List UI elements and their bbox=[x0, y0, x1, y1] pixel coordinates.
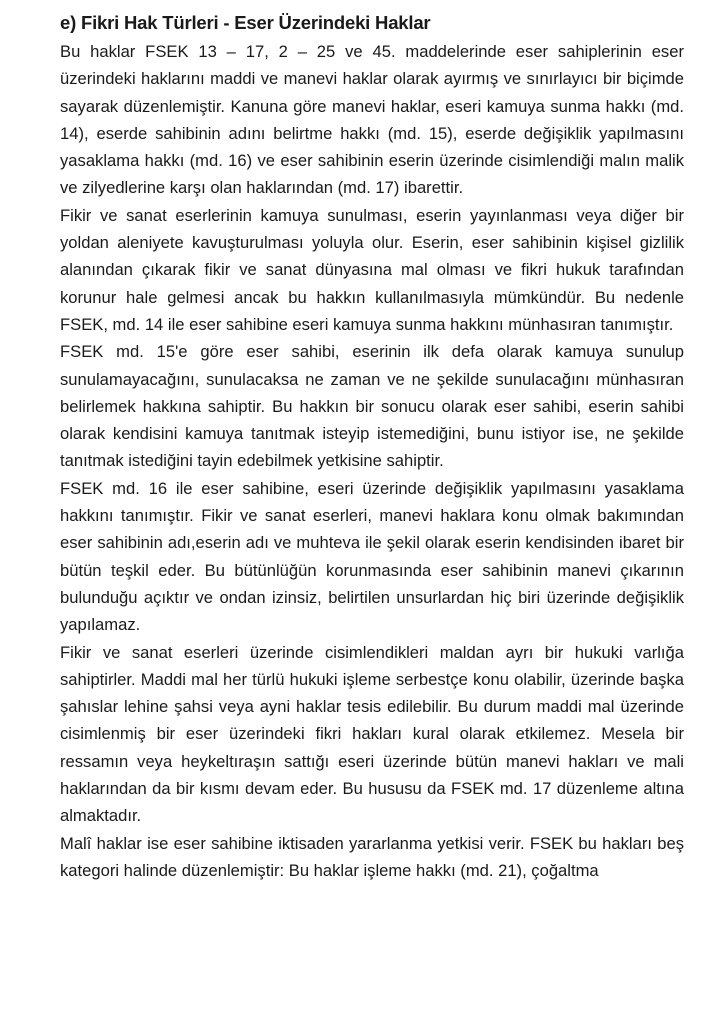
paragraph-eser-haklari: Bu haklar FSEK 13 – 17, 2 – 25 ve 45. maddelerinde eser sahiplerinin eser üzerindeki haklarını maddi ve manevi haklar olarak ayırmış ve sınırlayıcı bir biçimde sayarak düzenlemiştir. Kanuna göre manevi haklar, eseri kamuya sunma hakkı (md. 14), eserde sahibinin adını belirtme hakkı (md. 15), eserde değişiklik yapılmasını yasaklama hakkı (md. 16) ve eser sahibinin eserin üzerinde cisimlendiği malın malik ve zilyedlerine karşı olan haklarından (md. 17) ibarettir. bbox=[60, 42, 684, 198]
paragraph-kamuya-sunma: Fikir ve sanat eserlerinin kamuya sunulması, eserin yayınlanması veya diğer bir yoldan aleniyete kavuşturulması yoluyla olur. Eserin, eser sahibinin kişisel gizlilik alanından çıkarak fikir ve sanat dünyasına mal olması ve fikri hukuk tarafından korunur hale gelmesi ancak bu hakkın kullanılmasıyla mümkündür. Bu nedenle FSEK, md. 14 ile eser sahibine eseri kamuya sunma hakkını münhasıran tanımıştır. bbox=[60, 205, 684, 334]
section-heading: e) Fikri Hak Türleri - Eser Üzerindeki Haklar bbox=[60, 12, 431, 33]
paragraph-mali-haklar: Malî haklar ise eser sahibine iktisaden yararlanma yetkisi verir. FSEK bu hakları beş kategori halinde düzenlemiştir: Bu haklar işleme hakkı (md. 21), çoğaltma bbox=[60, 833, 684, 880]
paragraph-md-17: Fikir ve sanat eserleri üzerinde cisimlendikleri maldan ayrı bir hukuki varlığa sahiptirler. Maddi mal her türlü hukuki işleme serbestçe konu olabilir, üzerinde başka şahıslar lehine şahsi veya ayni haklar tesis edilebilir. Bu durum maddi mal üzerinde cisimlenmiş bir eser üzerindeki fikri hakları kural olarak etkilemez. Mesela bir ressamın veya heykeltıraşın sattığı eseri üzerinde bütün manevi hakları ve mali haklarından da bir kısmı devam eder. Bu hususu da FSEK md. 17 düzenleme altına almaktadır. bbox=[60, 642, 684, 826]
paragraph-md-16: FSEK md. 16 ile eser sahibine, eseri üzerinde değişiklik yapılmasını yasaklama hakkını tanımıştır. Fikir ve sanat eserleri, manevi haklara konu olmak bakımından eser sahibinin adı,eserin adı ve muhteva ile şekil olarak eserin kendisinden ibaret bir bütün teşkil eder. Bu bütünlüğün korunmasında eser sahibinin manevi çıkarının bulunduğu açıktır ve ondan izinsiz, belirtilen unsurlardan hiç biri üzerinde değişiklik yapılamaz. bbox=[60, 478, 684, 635]
paragraph-md-15: FSEK md. 15'e göre eser sahibi, eserinin ilk defa olarak kamuya sunulup sunulamayacağını, sunulacaksa ne zaman ve ne şekilde sunulacağını münhasıran belirlemek hakkına sahiptir. Bu hakkın bir sonucu olarak eser sahibi, eserin sahibi olarak kendisini kamuya tanıtmak isteyip istemediğini, bunu istiyor ise, ne şekilde tanıtmak istediğini tayin edebilmek yetkisine sahiptir. bbox=[60, 342, 684, 471]
